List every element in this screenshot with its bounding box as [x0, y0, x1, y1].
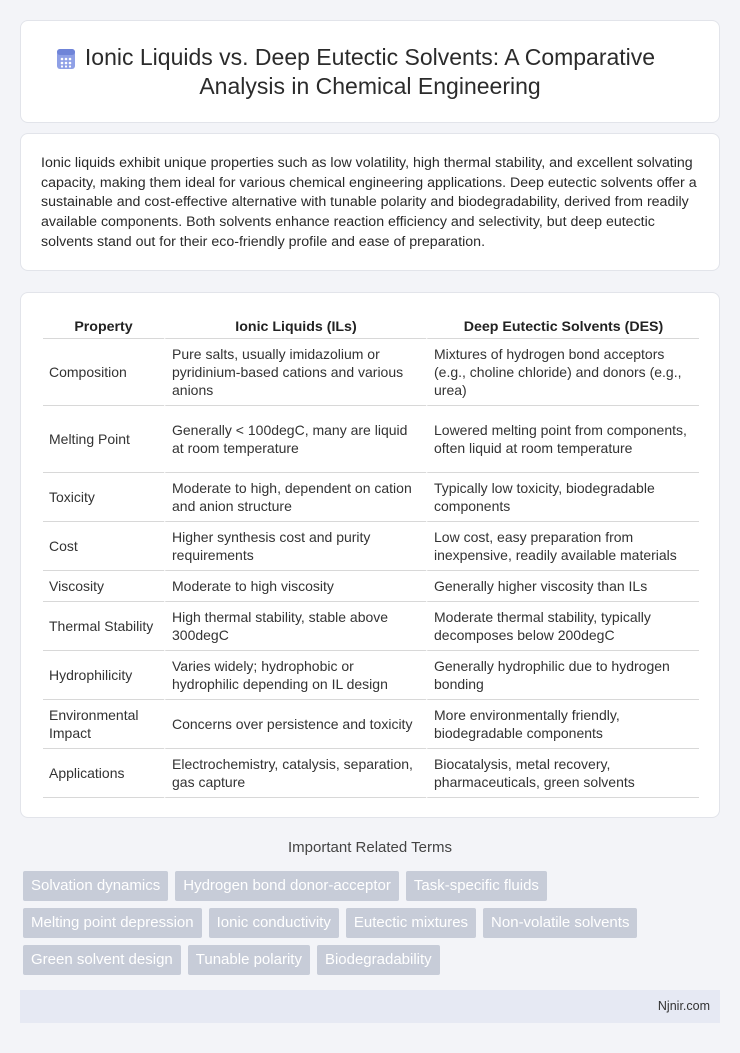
table-header-row: [43, 315, 699, 339]
cell-ionic-liquids: Pure salts, usually imidazolium or pyridinium-based cations and various anions: [164, 339, 426, 406]
cell-property: Hydrophilicity: [43, 651, 164, 700]
header-deep-eutectic-solvents: Deep Eutectic Solvents (DES): [426, 315, 699, 339]
cell-ionic-liquids: Higher synthesis cost and purity requirements: [164, 522, 426, 571]
table-row: [43, 571, 699, 602]
cell-property: Viscosity: [43, 571, 164, 602]
tag-eutectic-mixtures[interactable]: Eutectic mixtures: [346, 908, 476, 938]
cell-deep-eutectic-solvents: Biocatalysis, metal recovery, pharmaceuticals, green solvents: [426, 749, 699, 798]
tag-melting-point-depression[interactable]: Melting point depression: [23, 908, 202, 938]
table-row: [43, 749, 699, 798]
calculator-icon: [54, 47, 78, 71]
table-row: [43, 406, 699, 473]
tag-hydrogen-bond-donor-acceptor[interactable]: Hydrogen bond donor-acceptor: [175, 871, 399, 901]
cell-property: Environmental Impact: [43, 700, 164, 749]
cell-property: Cost: [43, 522, 164, 571]
cell-deep-eutectic-solvents: Moderate thermal stability, typically decomposes below 200degC: [426, 602, 699, 651]
tag-biodegradability[interactable]: Biodegradability: [317, 945, 440, 975]
cell-property: Applications: [43, 749, 164, 798]
cell-deep-eutectic-solvents: Generally higher viscosity than ILs: [426, 571, 699, 602]
table-row: [43, 339, 699, 406]
tag-row: [23, 871, 723, 901]
page-title: Ionic Liquids vs. Deep Eutectic Solvents: A Comparative Analysis in Chemical Engineering: [84, 43, 656, 99]
intro-card: [20, 133, 720, 271]
cell-ionic-liquids: Moderate to high viscosity: [164, 571, 426, 602]
cell-ionic-liquids: Varies widely; hydrophobic or hydrophilic depending on IL design: [164, 651, 426, 700]
cell-deep-eutectic-solvents: Lowered melting point from components, often liquid at room temperature: [426, 406, 699, 473]
tag-green-solvent-design[interactable]: Green solvent design: [23, 945, 181, 975]
cell-deep-eutectic-solvents: Typically low toxicity, biodegradable components: [426, 473, 699, 522]
tag-row: [23, 908, 723, 938]
cell-ionic-liquids: Moderate to high, dependent on cation and anion structure: [164, 473, 426, 522]
cell-property: Melting Point: [43, 406, 164, 473]
cell-property: Composition: [43, 339, 164, 406]
comparison-card: [20, 292, 720, 818]
table-row: [43, 700, 699, 749]
comparison-table: [43, 315, 699, 798]
tag-non-volatile-solvents[interactable]: Non-volatile solvents: [483, 908, 637, 938]
table-row: [43, 522, 699, 571]
cell-ionic-liquids: High thermal stability, stable above 300degC: [164, 602, 426, 651]
tag-row: [23, 945, 723, 975]
cell-property: Toxicity: [43, 473, 164, 522]
cell-ionic-liquids: Electrochemistry, catalysis, separation, gas capture: [164, 749, 426, 798]
tag-solvation-dynamics[interactable]: Solvation dynamics: [23, 871, 168, 901]
cell-deep-eutectic-solvents: Mixtures of hydrogen bond acceptors (e.g., choline chloride) and donors (e.g., urea): [426, 339, 699, 406]
header-ionic-liquids: Ionic Liquids (ILs): [164, 315, 426, 339]
cell-ionic-liquids: Generally < 100degC, many are liquid at room temperature: [164, 406, 426, 473]
related-terms-list: [23, 871, 723, 982]
tag-task-specific-fluids[interactable]: Task-specific fluids: [406, 871, 547, 901]
cell-ionic-liquids: Concerns over persistence and toxicity: [164, 700, 426, 749]
table-row: [43, 473, 699, 522]
footer: [20, 990, 720, 1023]
cell-deep-eutectic-solvents: More environmentally friendly, biodegradable components: [426, 700, 699, 749]
intro-text: Ionic liquids exhibit unique properties such as low volatility, high thermal stability, and excellent solvating capacity, making them ideal for various chemical engineering applications. Deep eutectic solvents offer a sustainable and cost-effective alternative with tunable polarity and biodegradability, derived from readily available components. Both solvents enhance reaction efficiency and selectivity, but deep eutectic solvents stand out for their eco-friendly profile and ease of preparation.: [41, 155, 697, 250]
cell-property: Thermal Stability: [43, 602, 164, 651]
tag-ionic-conductivity[interactable]: Ionic conductivity: [209, 908, 339, 938]
tag-tunable-polarity[interactable]: Tunable polarity: [188, 945, 310, 975]
title-card: [20, 20, 720, 123]
cell-deep-eutectic-solvents: Low cost, easy preparation from inexpensive, readily available materials: [426, 522, 699, 571]
table-row: [43, 651, 699, 700]
footer-site-link[interactable]: Njnir.com: [657, 999, 710, 1013]
related-terms-title: Important Related Terms: [288, 839, 452, 856]
table-row: [43, 602, 699, 651]
cell-deep-eutectic-solvents: Generally hydrophilic due to hydrogen bonding: [426, 651, 699, 700]
header-property: Property: [43, 315, 164, 339]
